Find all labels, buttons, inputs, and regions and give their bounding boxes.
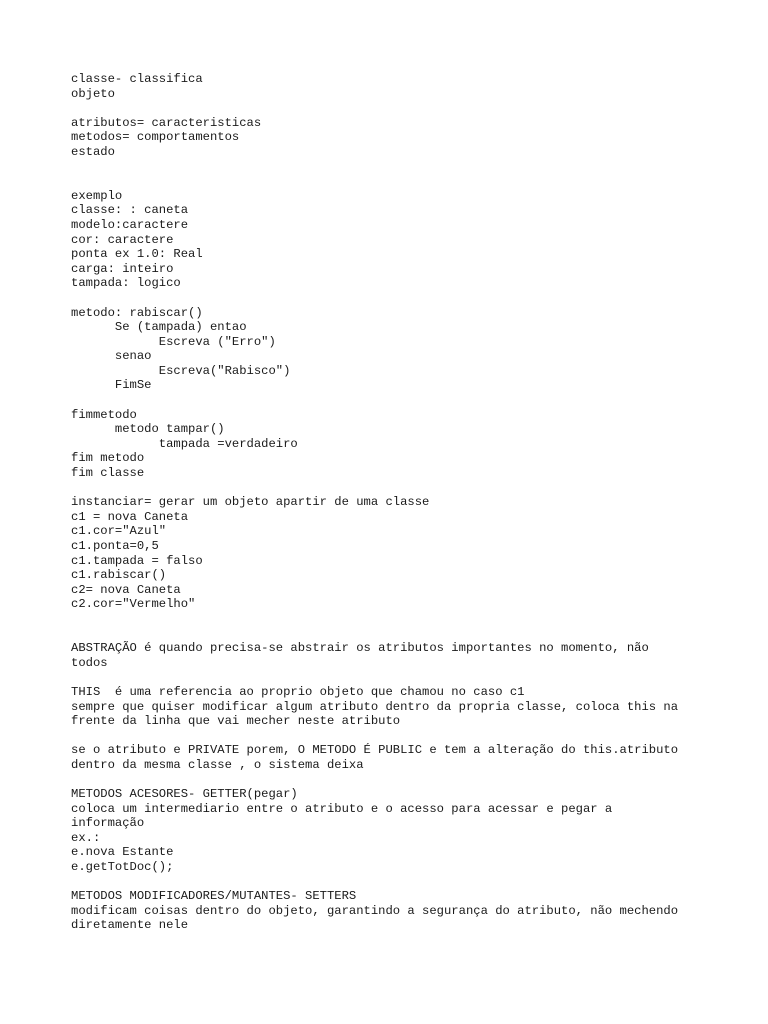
text-line: classe- classifica bbox=[71, 72, 203, 86]
blank-line bbox=[71, 612, 711, 627]
text-line: ex.: bbox=[71, 830, 101, 845]
text-line: FimSe bbox=[71, 378, 152, 393]
text-line: c1.cor="Azul" bbox=[71, 524, 167, 539]
text-line: metodo: rabiscar() bbox=[71, 305, 203, 320]
text-line: fim classe bbox=[71, 466, 145, 481]
text-line: fimmetodo bbox=[71, 407, 137, 422]
text-line: se o atributo e PRIVATE porem, O METODO É PUBLIC e tem a alteração do this.atributo bbox=[71, 743, 679, 758]
text-line: objeto bbox=[71, 86, 115, 101]
text-line: fim metodo bbox=[71, 451, 145, 466]
blank-line bbox=[71, 481, 711, 496]
text-line: c2= nova Caneta bbox=[71, 582, 181, 597]
text-line: sempre que quiser modificar algum atributo dentro da propria classe, coloca this na bbox=[71, 699, 679, 714]
text-line: modelo:caractere bbox=[71, 217, 189, 232]
text-line: frente da linha que vai mecher neste atributo bbox=[71, 714, 401, 729]
text-line: c1.ponta=0,5 bbox=[71, 539, 159, 553]
blank-line bbox=[71, 174, 711, 189]
text-line: classe: : caneta bbox=[71, 203, 189, 218]
text-line: e.nova Estante bbox=[71, 845, 174, 860]
blank-line bbox=[71, 729, 711, 744]
text-line: Escreva ("Erro") bbox=[71, 334, 276, 349]
text-line: Se (tampada) entao bbox=[71, 320, 247, 335]
blank-line bbox=[71, 773, 711, 788]
text-line: coloca um intermediario entre o atributo e o acesso para acessar e pegar a bbox=[71, 801, 613, 816]
text-line: c1.tampada = falso bbox=[71, 553, 203, 568]
blank-line bbox=[71, 670, 711, 685]
text-line: exemplo bbox=[71, 188, 123, 203]
text-line: Escreva("Rabisco") bbox=[71, 363, 291, 378]
text-line: THIS é uma referencia ao proprio objeto que chamou no caso c1 bbox=[71, 684, 525, 699]
text-line: instanciar= gerar um objeto apartir de uma classe bbox=[71, 495, 430, 510]
text-line: c1.rabiscar() bbox=[71, 568, 167, 583]
text-line: dentro da mesma classe , o sistema deixa bbox=[71, 757, 364, 772]
text-line: cor: caractere bbox=[71, 232, 174, 247]
text-line: c2.cor="Vermelho" bbox=[71, 597, 196, 612]
text-line: diretamente nele bbox=[71, 918, 189, 933]
text-line: ABSTRAÇÃO é quando precisa-se abstrair os atributos importantes no momento, não bbox=[71, 641, 649, 656]
blank-line bbox=[71, 627, 711, 642]
text-line: todos bbox=[71, 655, 108, 670]
text-line: senao bbox=[71, 349, 152, 364]
text-line: metodo tampar() bbox=[71, 422, 225, 437]
blank-line bbox=[71, 875, 711, 890]
text-line: tampada =verdadeiro bbox=[71, 436, 298, 451]
blank-line bbox=[71, 393, 711, 408]
document-page bbox=[71, 72, 711, 933]
text-line: e.getTotDoc(); bbox=[71, 860, 174, 875]
text-line: modificam coisas dentro do objeto, garantindo a segurança do atributo, não mechendo bbox=[71, 903, 679, 918]
text-line: carga: inteiro bbox=[71, 261, 174, 276]
text-line: METODOS MODIFICADORES/MUTANTES- SETTERS bbox=[71, 889, 357, 904]
text-line: tampada: logico bbox=[71, 276, 181, 291]
blank-line bbox=[71, 291, 711, 306]
text-line: informação bbox=[71, 816, 145, 831]
text-line: METODOS ACESORES- GETTER(pegar) bbox=[71, 787, 298, 802]
text-line: estado bbox=[71, 144, 115, 159]
text-line: atributos= caracteristicas bbox=[71, 115, 262, 130]
blank-line bbox=[71, 101, 711, 116]
blank-line bbox=[71, 160, 711, 175]
text-line: ponta ex 1.0: Real bbox=[71, 247, 203, 262]
text-line: metodos= comportamentos bbox=[71, 130, 240, 145]
text-line: c1 = nova Caneta bbox=[71, 509, 189, 524]
